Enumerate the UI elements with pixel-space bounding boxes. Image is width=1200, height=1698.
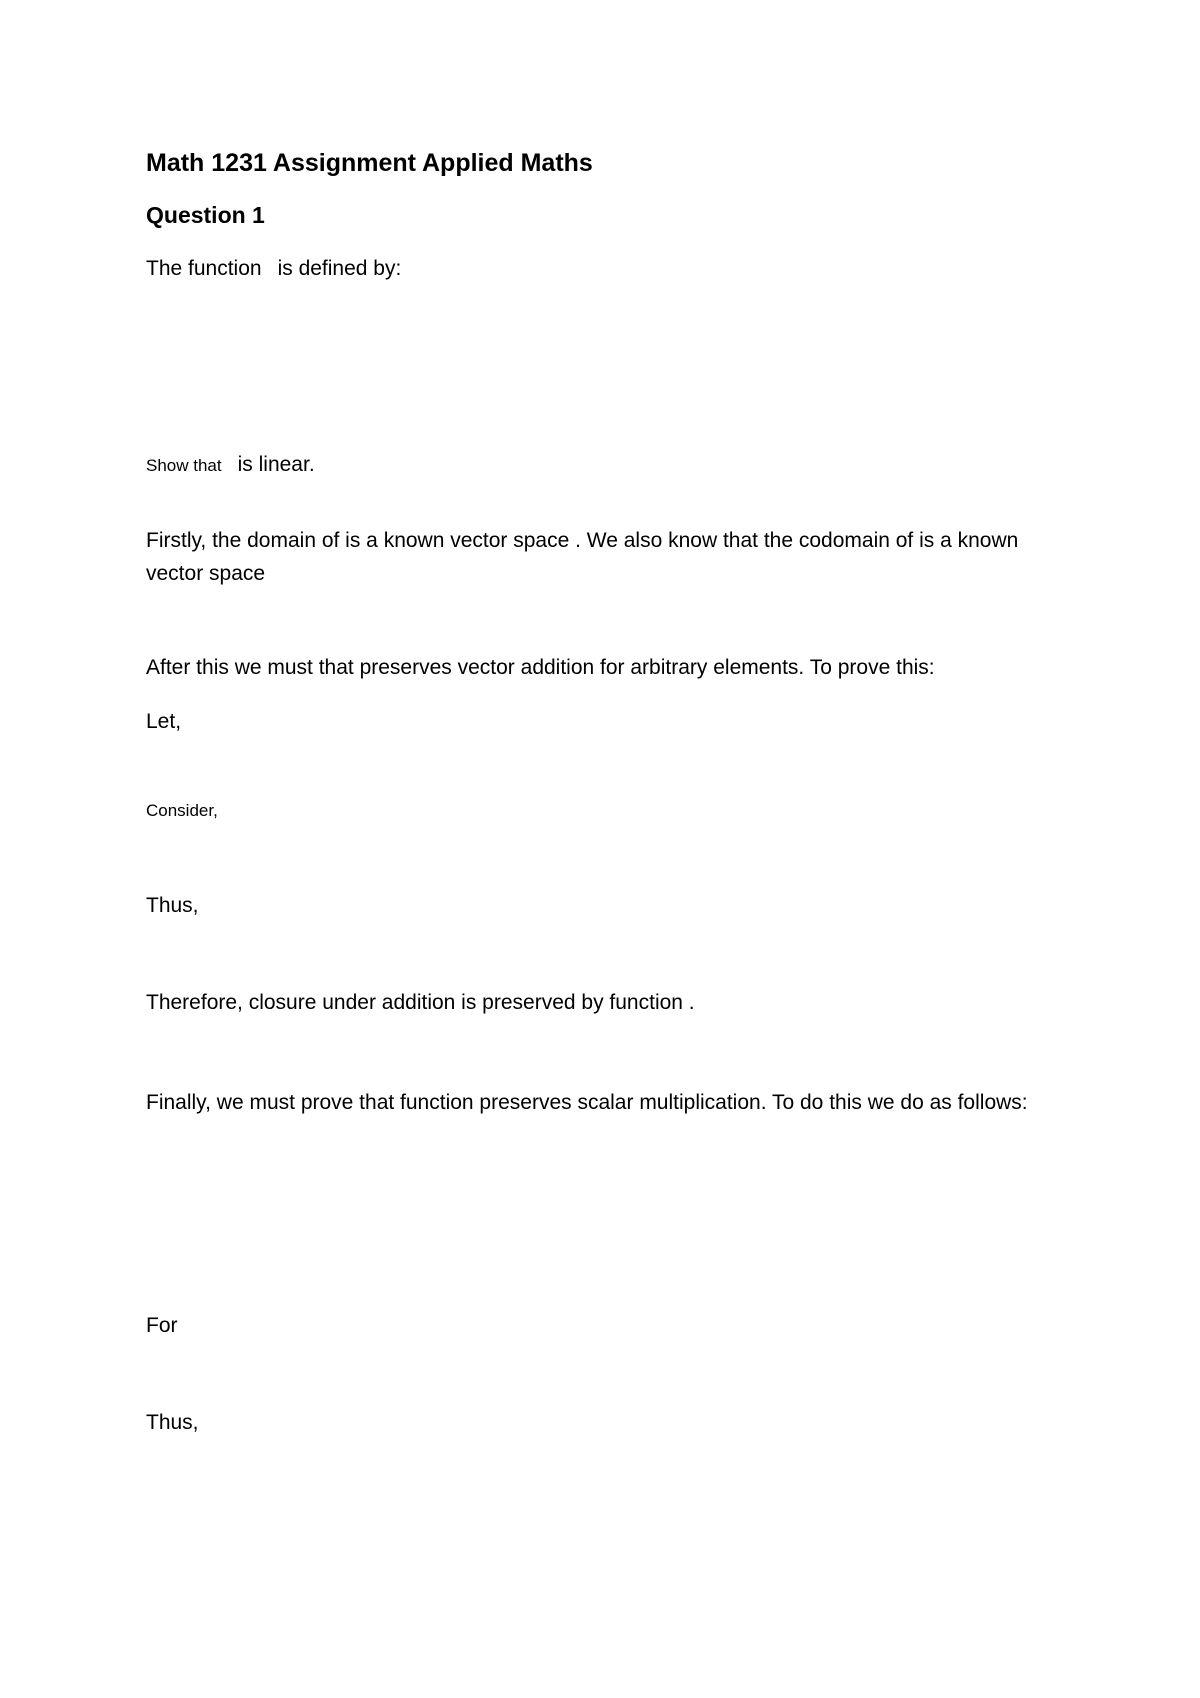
question-heading: Question 1 bbox=[146, 202, 265, 228]
scalar-paragraph: Finally, we must prove that function preserves scalar multiplication. To do this we do as follows: bbox=[146, 1091, 1028, 1114]
document-title: Math 1231 Assignment Applied Maths bbox=[146, 149, 593, 177]
show-that-label: Show that bbox=[146, 456, 222, 475]
thus-label-1: Thus, bbox=[146, 894, 199, 917]
addition-intro: After this we must that preserves vector addition for arbitrary elements. To prove this: bbox=[146, 656, 935, 679]
closure-statement: Therefore, closure under addition is preserved by function . bbox=[146, 991, 695, 1014]
thus-label-2: Thus, bbox=[146, 1411, 199, 1434]
for-label: For bbox=[146, 1314, 178, 1337]
function-definition-after: is defined by: bbox=[277, 257, 402, 280]
show-that-after: is linear. bbox=[237, 453, 315, 476]
function-definition-line bbox=[146, 256, 401, 281]
function-definition-before: The function bbox=[146, 257, 262, 280]
show-that-line bbox=[146, 452, 315, 477]
consider-label: Consider, bbox=[146, 801, 218, 820]
domain-paragraph: Firstly, the domain of is a known vector space . We also know that the codomain of is a known vector space bbox=[146, 529, 1019, 585]
let-label: Let, bbox=[146, 710, 182, 733]
